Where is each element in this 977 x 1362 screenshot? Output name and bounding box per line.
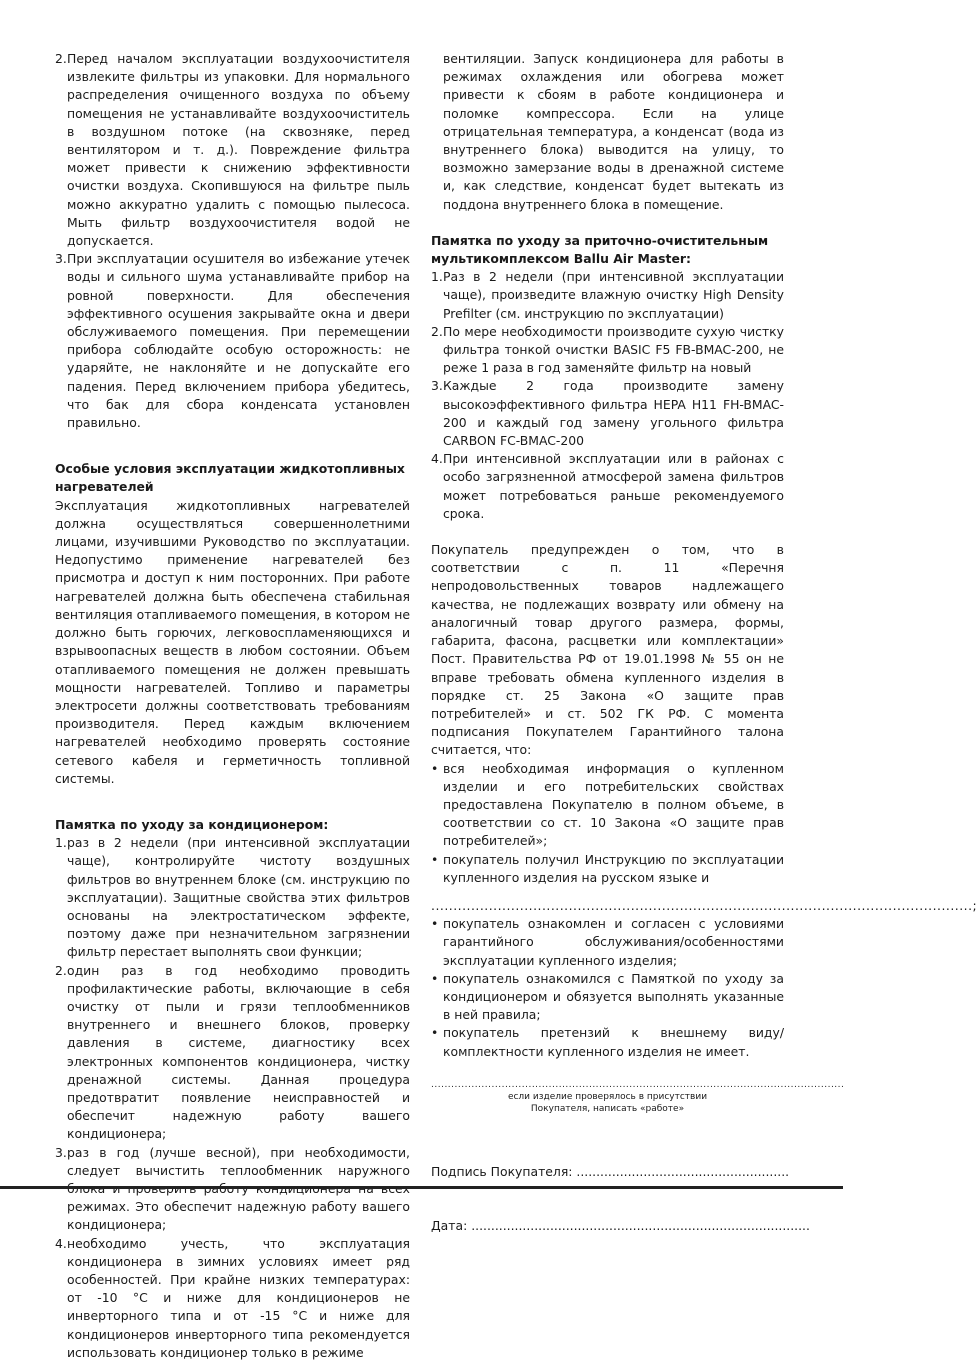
list-number: 2. (55, 51, 67, 66)
buyer-conditions-list-a (431, 760, 784, 887)
list-item (431, 268, 784, 323)
bullet-item-text: покупатель ознакомился с Памяткой по уходу за кондиционером и обязуется выполнять указанные в ней правила; (443, 970, 784, 1023)
list-item (431, 323, 784, 378)
list-item-text: раз в год (лучше весной), при необходимости, следует вычистить теплообменник наружного режимах. Это обеспечит надежную работу вашего кондиционера; (67, 1144, 410, 1233)
bullet-item (431, 851, 784, 887)
list-item-text: Каждые 2 года производите замену высокоэффективного фильтра HEPA H11 FH-BMAC-200 и каждый год замену угольного фильтра CARBON FC-BMAC-200 (443, 378, 784, 449)
ac-care-heading: Памятка по уходу за кондиционером: (55, 816, 329, 832)
list-item (55, 250, 410, 432)
bullet-item (431, 970, 784, 1025)
list-item (55, 1235, 410, 1362)
ballu-care-heading: Памятка по уходу за приточно-очистительным мультикомплексом Ballu Air Master: (431, 232, 769, 267)
list-number: 3. (431, 378, 443, 394)
bullet-icon: • (431, 1025, 439, 1041)
list-item-text: Перед началом эксплуатации воздухоочистителя извлеките фильтры из упаковки. Для нормального распределения очищенного воздуха по объему помещения не устанавливайте воздухоочиститель в воздушном потоке (на сквозняке, перед вентилятором и т. д.). Повреждение фильтра может привести к снижению эффективности очистки воздуха. Скопившуюся на фильтре пыль можно аккуратно удалить с помощью пылесоса. Мыть фильтр воздухоочистителя водой не допускается. (67, 51, 410, 249)
ballu-care-list (431, 268, 784, 523)
heaters-paragraph: Эксплуатация жидкотопливных нагревателей должна осуществляться совершеннолетними лицами, изучившими Руководство по эксплуатации. Недопустимо применение нагревателей без присмотра и доступ к ним посторонних. При работе нагревателей должна быть обеспечена стабильная вентиляция отапливаемого помещения, в котором не должно быть горючих, легковоспламеняющихся и взрывоопасных веществ в любом состоянии. Объем отапливаемого помещения не должен превышать мощности нагревателей. Топливо и параметры электросети должны соответствовать требованиям производителя. Перед каждым включением нагревателей необходимо проверять состояние сетевого кабеля и герметичность топливной системы. (55, 497, 410, 786)
list-number: 2. (431, 323, 443, 339)
list-item-text: При эксплуатации осушителя во избежание утечек воды и сильного шума устанавливайте прибор на ровной поверхности. Для обеспечения эффективного осушения закрывайте окна и двери обслуживаемого помещения. При перемещении прибора соблюдайте особую осторожность: не ударяйте, не наклоняйте и не допускайте его падения. Перед включением прибора убедитесь, что бак для сбора конденсата установлен правильно. (67, 251, 410, 431)
numbered-list-purifier (55, 50, 410, 432)
date-field: Дата: ...................................................................................... (431, 1217, 810, 1233)
bullet-icon: • (431, 760, 439, 776)
ac-care-list (55, 834, 410, 1362)
bullet-icon: • (431, 851, 439, 867)
list-item-text: Раз в 2 недели (при интенсивной эксплуатации чаще), произведите влажную очистку High Density Prefilter (см. инструкцию по эксплуатации) (443, 269, 784, 321)
list-number: 1. (431, 269, 443, 285)
bullet-item-text: покупатель получил Инструкцию по эксплуатации купленного изделия на русском языке и (443, 851, 784, 885)
list-number: 2. (55, 962, 67, 978)
bullet-icon: • (431, 970, 439, 986)
list-item-text: При интенсивной эксплуатации или в районах с особо загрязненной атмосферой замена фильтров может потребоваться раньше рекомендуемого срока. (443, 451, 784, 521)
list-item-text: раз в 2 недели (при интенсивной эксплуатации чаще), контролируйте чистоту воздушных фильтров во внутреннем блоке (см. инструкцию по эксплуатации). Защитные свойства этих фильтров основаны на электростатическом эффекте, поэтому даже при незначительном загрязнении фильтр перестает выполнять свои функции; (67, 835, 410, 960)
bullet-item (431, 760, 784, 851)
bullet-item-text: покупатель претензий к внешнему виду/комплектности купленного изделия не имеет. (443, 1025, 784, 1059)
right-column (431, 50, 977, 1235)
list-item-text: один раз в год необходимо проводить профилактические работы, включающие в себя очистку от пыли и грязи теплообменников внутреннего и внешнего блоков, проверку давления в системе, диагностику всех электронных компонентов кондиционера, чистку дренажной системы. Данная процедура предотвратит появление неисправностей и обеспечит надежную работу вашего кондиционера; (67, 962, 410, 1142)
page-bottom-rule (0, 1186, 843, 1189)
left-column (55, 50, 410, 1362)
list-item-text: необходимо учесть, что эксплуатация кондиционера в зимних условиях имеет ряд особенностей. При крайне низких температурах: от -10 °С и ниже для кондиционеров не инверторного типа и от -15 °С и ниже для кондиционеров инверторного типа рекомендуется использовать кондиционер только в режиме (67, 1235, 410, 1360)
list-item (55, 50, 410, 250)
note-caption-line-1: если изделие проверялось в присутствии (507, 1091, 708, 1102)
list-item (55, 834, 410, 961)
bullet-item-text: вся необходимая информация о купленном изделии и его потребительских свойствах предоставлена Покупателю в полном объеме, в соответствии со ст. 10 Закона «О защите прав потребителей»; (443, 760, 784, 849)
buyer-conditions-list-b (431, 915, 784, 1061)
list-number: 1. (55, 835, 67, 851)
bullet-item (431, 915, 784, 970)
note-caption-line-2: Покупателя, написать «работе» (530, 1103, 685, 1114)
ac-continuation-paragraph: вентиляции. Запуск кондиционера для работы в режимах охлаждения или обогрева может привести к сбоям в работе кондиционера и поломке компрессора. Если на улице отрицательная температура, а конденсат (вода из внутреннего блока) выводится на улицу, то возможно замерзание воды в дренажной системе и, как следствие, конденсат будет вытекать из поддона внутреннего блока в помещение. (443, 51, 784, 212)
list-item (431, 450, 784, 523)
heaters-heading: Особые условия эксплуатации жидкотопливных нагревателей (55, 461, 405, 495)
list-number: 4. (431, 451, 443, 467)
buyer-signature-field: Подпись Покупателя: ...................................................... (431, 1163, 790, 1179)
note-dotted-line: ........................................................................................................................... (431, 1079, 845, 1090)
list-item (55, 1144, 410, 1235)
bullet-item-text: покупатель ознакомлен и согласен с условиями гарантийного обслуживания/особенностями эксплуатации купленного изделия; (443, 916, 784, 968)
list-number: 4. (55, 1235, 67, 1251)
list-number: 3. (55, 1144, 67, 1160)
bullet-item (431, 1024, 784, 1060)
fill-in-dotted-line: ..........................................................................................................................; (431, 897, 977, 913)
list-number: 3. (55, 251, 67, 267)
list-item (55, 962, 410, 1144)
bullet-icon: • (431, 916, 439, 932)
list-item (431, 377, 784, 450)
buyer-notice-paragraph: Покупатель предупрежден о том, что в соответствии с п. 11 «Перечня непродовольственных товаров надлежащего качества, не подлежащих возврату или обмену на аналогичный товар другого размера, формы, габарита, фасона, расцветки или комплектации» Пост. Правительства РФ от 19.01.1998 № 55 он не вправе требовать обмена купленного изделия в порядке ст. 25 Закона «О защите прав потребителей» и ст. 502 ГК РФ. С момента подписания Покупателем Гарантийного талона считается, что: (431, 542, 784, 758)
list-item-text: По мере необходимости производите сухую чистку фильтра тонкой очистки BASIC F5 FB-BMAC-200, не реже 1 раза в год заменяйте фильтр на новый (443, 323, 784, 376)
